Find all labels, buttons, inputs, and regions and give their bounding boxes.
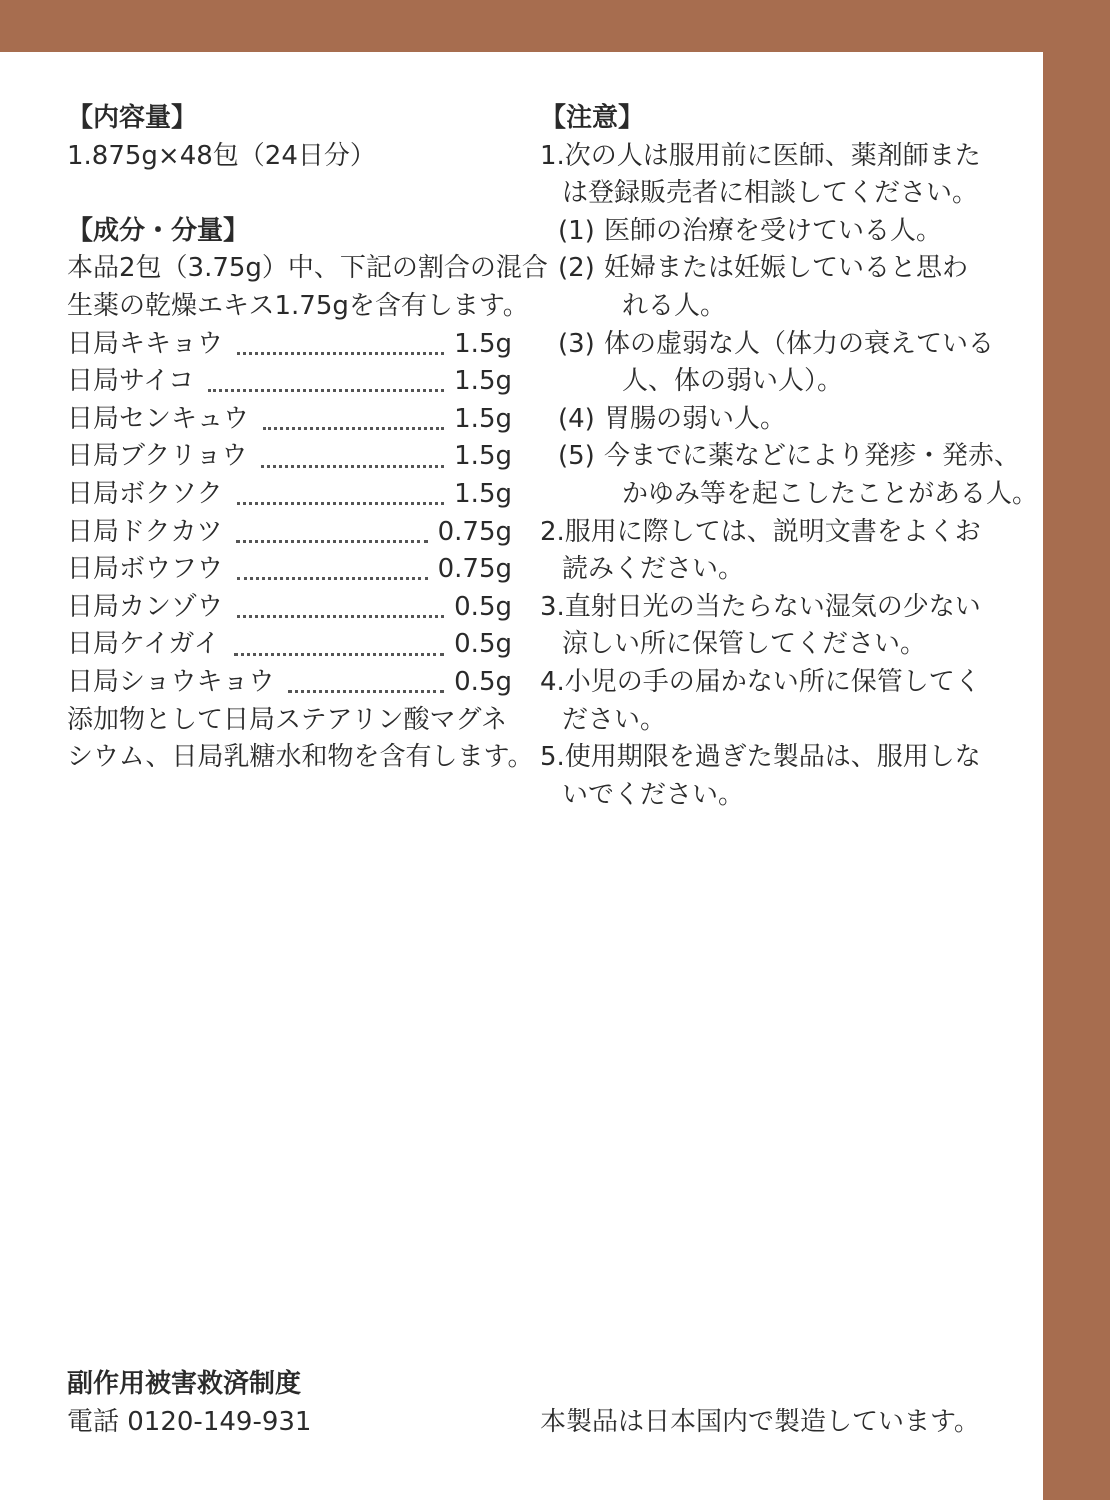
caution-item-4 [540, 664, 1010, 739]
ingredient-row [67, 438, 512, 476]
ingredient-row [67, 514, 512, 552]
ingredient-row [67, 664, 512, 702]
ingredient-name: 日局ドクカツ [67, 516, 223, 547]
relief-phone: 電話 0120-149-931 [67, 1406, 312, 1437]
caution-item-1 [540, 138, 1010, 213]
dot-leader [208, 389, 444, 392]
caution-subitem [540, 326, 1010, 401]
subitem-text [604, 401, 786, 439]
caution-line: 3.直射日光の当たらない湿気の少ない [540, 591, 981, 622]
contents-heading: 【内容量】 [67, 103, 198, 133]
ingredient-amount: 1.5g [454, 478, 512, 509]
subitem-line: 妊婦または妊娠していると思わ [604, 253, 969, 284]
ingredient-amount: 1.5g [454, 366, 512, 397]
caution-line: 4.小児の手の届かない所に保管してく [540, 666, 981, 697]
caution-line: 2.服用に際しては、説明文書をよくお [540, 516, 981, 547]
subitem-line: 医師の治療を受けている人。 [604, 215, 943, 246]
ingredient-row [67, 551, 512, 589]
ingredient-amount: 0.5g [454, 629, 512, 660]
caution-subitem [540, 250, 1010, 325]
subitem-text [604, 438, 1038, 513]
relief-title: 副作用被害救済制度 [67, 1369, 302, 1399]
dot-leader [236, 540, 427, 543]
caution-line: ださい。 [562, 704, 667, 735]
made-in-japan-note: 本製品は日本国内で製造しています。 [540, 1407, 980, 1437]
top-border [0, 0, 1110, 52]
subitem-line: 胃腸の弱い人。 [604, 403, 787, 434]
ingredient-name: 日局ブクリョウ [67, 441, 248, 472]
spacer [67, 175, 512, 213]
ingredient-amount: 1.5g [454, 403, 512, 434]
caution-subitem [540, 438, 1039, 513]
ingredient-name: 日局カンゾウ [67, 591, 224, 622]
composition-intro-line: 本品2包（3.75g）中、下記の割合の混合 [67, 253, 548, 284]
ingredient-row [67, 589, 512, 627]
subitem-number: (2) [558, 253, 595, 284]
contents-value: 1.875g×48包（24日分） [67, 140, 376, 171]
caution-line: 5.使用期限を過ぎた製品は、服用しな [540, 742, 981, 773]
composition-heading: 【成分・分量】 [67, 215, 250, 246]
dot-leader [237, 502, 444, 505]
ingredient-row [67, 363, 512, 401]
caution-item-3 [540, 589, 1010, 664]
caution-subitem [540, 213, 1010, 251]
caution-item-5 [540, 739, 1010, 814]
subitem-text [604, 213, 942, 251]
ingredient-row [67, 326, 512, 364]
ingredient-amount: 0.75g [437, 516, 512, 547]
ingredient-row [67, 626, 512, 664]
left-column [67, 100, 548, 777]
caution-subitem [540, 401, 1010, 439]
subitem-line: 今までに薬などにより発疹・発赤、 [604, 441, 1021, 472]
subitem-number: (1) [558, 215, 595, 246]
dot-leader [288, 690, 444, 693]
ingredient-name: 日局キキョウ [67, 328, 224, 359]
dot-leader [237, 352, 444, 355]
caution-line: は登録販売者に相談してください。 [562, 178, 979, 209]
subitem-number: (5) [558, 441, 595, 472]
right-border [1043, 0, 1110, 1500]
dot-leader [237, 577, 428, 580]
caution-line: 1.次の人は服用前に医師、薬剤師また [540, 140, 981, 171]
dot-leader [234, 653, 445, 656]
relief-system [67, 1366, 311, 1441]
ingredient-list [67, 326, 512, 702]
additives-line: 添加物として日局ステアリン酸マグネ [67, 704, 508, 735]
subitem-line: 人、体の弱い人）。 [622, 366, 844, 397]
ingredient-row [67, 476, 512, 514]
ingredient-amount: 0.5g [454, 666, 512, 697]
subitem-number: (4) [558, 403, 595, 434]
dot-leader [237, 615, 444, 618]
ingredient-name: 日局センキュウ [67, 403, 250, 434]
dot-leader [261, 465, 444, 468]
ingredient-amount: 1.5g [454, 328, 512, 359]
ingredient-amount: 1.5g [454, 441, 512, 472]
subitem-line: れる人。 [622, 290, 727, 321]
caution-heading: 【注意】 [540, 103, 645, 133]
additives-line: シウム、日局乳糖水和物を含有します。 [67, 742, 534, 773]
caution-line: 涼しい所に保管してください。 [562, 629, 927, 660]
ingredient-name: 日局ボウフウ [67, 554, 224, 585]
ingredient-name: 日局サイコ [67, 366, 195, 397]
subitem-number: (3) [558, 328, 595, 359]
ingredient-name: 日局ボクソク [67, 478, 223, 509]
caution-line: 読みください。 [562, 554, 745, 585]
right-column [540, 100, 1039, 814]
subitem-line: かゆみ等を起こしたことがある人。 [622, 478, 1039, 509]
subitem-text [604, 250, 968, 325]
ingredient-amount: 0.75g [437, 554, 512, 585]
ingredient-amount: 0.5g [454, 591, 512, 622]
ingredient-row [67, 401, 512, 439]
subitem-text [604, 326, 994, 401]
caution-item-2 [540, 514, 1010, 589]
caution-line: いでください。 [562, 779, 745, 810]
ingredient-name: 日局ショウキョウ [67, 666, 275, 697]
dot-leader [263, 427, 444, 430]
ingredient-name: 日局ケイガイ [67, 629, 220, 660]
subitem-line: 体の虚弱な人（体力の衰えている [604, 328, 995, 359]
composition-intro-line: 生薬の乾燥エキス1.75gを含有します。 [67, 290, 529, 321]
